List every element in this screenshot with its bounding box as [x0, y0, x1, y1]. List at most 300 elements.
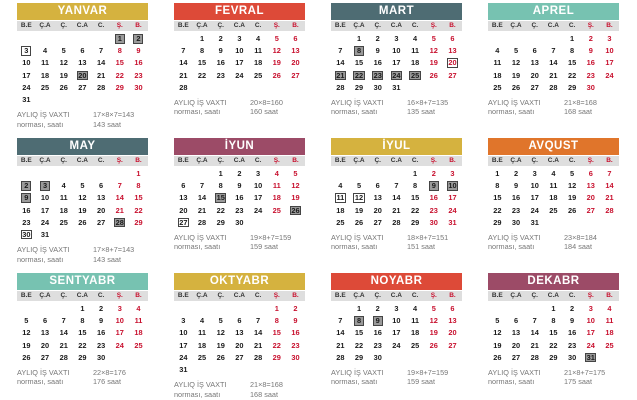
- day-number: 22: [115, 70, 124, 80]
- weekday-label: B.E: [20, 22, 32, 29]
- day-cell: [600, 192, 619, 204]
- empty-cell: [424, 352, 443, 364]
- day-cell: [387, 192, 406, 204]
- day-number: 24: [530, 205, 539, 215]
- work-hours-norm: [331, 233, 462, 252]
- day-number: 4: [136, 304, 141, 313]
- day-cell: [406, 303, 425, 315]
- day-number: 30: [373, 82, 382, 92]
- day-cell: [563, 168, 582, 180]
- day-cell: [350, 327, 369, 339]
- day-number: 14: [179, 58, 188, 68]
- day-cell: [443, 70, 462, 82]
- day-cell: [54, 217, 73, 229]
- day-number: 24: [605, 70, 614, 80]
- empty-cell: [600, 352, 619, 364]
- day-cell: [525, 180, 544, 192]
- day-number: 2: [133, 34, 143, 44]
- day-cell: [443, 33, 462, 45]
- day-cell: [368, 352, 387, 364]
- day-number: 30: [22, 229, 31, 239]
- weekday-label: C.: [97, 22, 105, 29]
- day-number: 3: [117, 304, 122, 313]
- week-row: [17, 205, 148, 217]
- day-cell: [110, 217, 129, 229]
- weeks-grid: [488, 33, 619, 94]
- day-cell: [600, 168, 619, 180]
- day-cell: [507, 217, 526, 229]
- day-cell: [73, 45, 92, 57]
- empty-cell: [600, 82, 619, 94]
- day-number: 12: [567, 181, 577, 191]
- day-cell: [230, 315, 249, 327]
- day-cell: [230, 340, 249, 352]
- day-number: 27: [78, 82, 87, 92]
- weekday-label: B.E: [177, 292, 189, 299]
- day-number: 21: [179, 70, 188, 80]
- day-number: 21: [336, 340, 345, 350]
- day-number: 29: [134, 217, 143, 227]
- day-number: 1: [115, 34, 125, 44]
- week-row: [174, 82, 305, 94]
- day-number: 9: [218, 46, 223, 56]
- week-row: [17, 70, 148, 82]
- work-hours-norm: [174, 380, 305, 399]
- day-cell: [249, 192, 268, 204]
- weekday-header: [488, 156, 619, 166]
- weekday-header: [488, 21, 619, 31]
- weekday-label: Ç.: [374, 157, 381, 164]
- day-cell: [110, 180, 129, 192]
- day-cell: [424, 168, 443, 180]
- day-number: 19: [216, 340, 225, 350]
- day-number: 26: [291, 205, 300, 215]
- day-cell: [544, 45, 563, 57]
- day-number: 20: [78, 70, 87, 80]
- day-number: 26: [493, 352, 502, 362]
- empty-cell: [110, 94, 129, 106]
- day-cell: [424, 45, 443, 57]
- day-cell: [331, 217, 350, 229]
- day-number: 25: [197, 352, 207, 362]
- day-number: 7: [394, 181, 399, 191]
- week-row: [488, 168, 619, 180]
- day-number: 17: [235, 58, 244, 68]
- day-number: 30: [134, 82, 143, 92]
- weekday-label: C.: [568, 22, 576, 29]
- norm-value: 19×8+7=159 159 saat: [250, 232, 292, 252]
- empty-cell: [211, 82, 230, 94]
- day-number: 2: [21, 181, 31, 191]
- day-cell: [406, 45, 425, 57]
- day-cell: [424, 180, 443, 192]
- day-number: 16: [96, 328, 106, 338]
- weekday-label: C.A: [233, 292, 245, 299]
- day-number: 8: [413, 181, 418, 191]
- day-number: 1: [495, 169, 500, 178]
- day-number: 26: [78, 217, 87, 227]
- day-number: 4: [413, 304, 418, 313]
- day-cell: [387, 57, 406, 69]
- month-sentyabr: [17, 273, 148, 387]
- day-cell: [368, 315, 387, 327]
- day-cell: [387, 315, 406, 327]
- day-cell: [211, 192, 230, 204]
- day-cell: [507, 180, 526, 192]
- day-number: 22: [134, 205, 143, 215]
- day-number: 15: [549, 328, 558, 338]
- day-cell: [443, 315, 462, 327]
- day-cell: [193, 205, 212, 217]
- day-number: 19: [493, 340, 502, 350]
- empty-cell: [331, 303, 350, 315]
- day-number: 28: [336, 352, 345, 362]
- month-title: SENTYABR: [17, 273, 148, 290]
- norm-value: 19×8+7=159 159 saat: [407, 367, 449, 387]
- week-row: [17, 33, 148, 45]
- week-row: [17, 303, 148, 315]
- day-number: 3: [181, 316, 186, 326]
- day-number: 25: [336, 217, 345, 227]
- week-row: [488, 192, 619, 204]
- day-cell: [387, 205, 406, 217]
- day-cell: [267, 205, 286, 217]
- day-number: 9: [429, 181, 439, 191]
- day-number: 13: [40, 328, 50, 338]
- day-number: 14: [197, 193, 207, 203]
- day-cell: [350, 33, 369, 45]
- day-cell: [488, 70, 507, 82]
- day-number: 15: [354, 328, 364, 338]
- weekday-header: [174, 21, 305, 31]
- day-number: 31: [40, 229, 50, 239]
- weekday-label: B.: [292, 157, 299, 164]
- day-number: 3: [21, 46, 31, 56]
- day-number: 16: [586, 58, 595, 68]
- day-cell: [581, 70, 600, 82]
- day-number: 19: [291, 193, 300, 203]
- day-cell: [17, 315, 36, 327]
- day-number: 27: [373, 217, 382, 227]
- empty-cell: [17, 33, 36, 45]
- month-may: [17, 138, 148, 264]
- day-cell: [267, 180, 286, 192]
- empty-cell: [230, 303, 249, 315]
- norm-label: AYLIQ İŞ VAXTI norması, saatı: [331, 232, 384, 252]
- day-number: 8: [354, 316, 364, 326]
- day-cell: [110, 82, 129, 94]
- day-number: 23: [291, 340, 300, 350]
- day-cell: [211, 57, 230, 69]
- day-number: 24: [253, 205, 263, 215]
- day-cell: [507, 168, 526, 180]
- norm-label: AYLIQ İŞ VAXTI norması, saatı: [174, 97, 227, 117]
- day-number: 3: [40, 181, 50, 191]
- week-row: [488, 352, 619, 364]
- day-cell: [193, 315, 212, 327]
- month-title: İYUL: [331, 138, 462, 155]
- day-number: 3: [256, 169, 261, 178]
- day-number: 21: [197, 205, 207, 215]
- empty-cell: [387, 168, 406, 180]
- day-number: 5: [80, 181, 85, 191]
- week-row: [17, 352, 148, 364]
- weekday-label: B.E: [334, 292, 346, 299]
- day-number: 1: [356, 304, 362, 313]
- week-row: [331, 303, 462, 315]
- day-number: 1: [570, 34, 575, 43]
- day-cell: [193, 340, 212, 352]
- week-row: [174, 45, 305, 57]
- day-cell: [331, 315, 350, 327]
- norm-label: AYLIQ İŞ VAXTI norması, saatı: [174, 380, 227, 399]
- day-number: 22: [78, 340, 87, 350]
- day-number: 4: [61, 181, 66, 191]
- day-number: 17: [179, 340, 188, 350]
- day-cell: [488, 352, 507, 364]
- empty-cell: [230, 364, 249, 376]
- week-row: [331, 33, 462, 45]
- week-row: [331, 82, 462, 94]
- weekday-label: B.: [292, 292, 299, 299]
- day-number: 15: [134, 193, 143, 203]
- day-number: 7: [532, 316, 537, 326]
- empty-cell: [563, 217, 582, 229]
- day-cell: [368, 303, 387, 315]
- day-number: 21: [115, 205, 124, 215]
- day-number: 23: [586, 70, 595, 80]
- day-number: 25: [272, 205, 281, 215]
- day-cell: [406, 70, 425, 82]
- day-number: 27: [96, 217, 106, 227]
- day-number: 30: [373, 352, 382, 362]
- day-number: 7: [607, 169, 612, 178]
- day-number: 26: [429, 340, 438, 350]
- day-cell: [544, 168, 563, 180]
- weekday-header: [488, 291, 619, 301]
- norm-value: 21×8=168 168 saat: [250, 380, 283, 399]
- day-number: 2: [513, 169, 519, 178]
- day-cell: [368, 82, 387, 94]
- day-cell: [286, 303, 305, 315]
- day-number: 29: [216, 217, 225, 227]
- day-number: 18: [59, 205, 68, 215]
- day-cell: [600, 340, 619, 352]
- day-cell: [331, 352, 350, 364]
- day-number: 25: [493, 82, 502, 92]
- day-number: 6: [532, 46, 537, 56]
- day-number: 2: [218, 34, 223, 43]
- day-cell: [110, 340, 129, 352]
- empty-cell: [54, 229, 73, 241]
- day-cell: [211, 168, 230, 180]
- day-number: 8: [117, 46, 122, 56]
- week-row: [331, 315, 462, 327]
- day-cell: [193, 352, 212, 364]
- day-cell: [174, 352, 193, 364]
- month-title: OKTYABR: [174, 273, 305, 290]
- day-cell: [600, 57, 619, 69]
- day-cell: [249, 180, 268, 192]
- day-cell: [488, 45, 507, 57]
- week-row: [331, 45, 462, 57]
- day-number: 11: [134, 316, 143, 326]
- day-cell: [387, 180, 406, 192]
- work-hours-norm: [17, 110, 148, 129]
- empty-cell: [129, 229, 148, 241]
- day-cell: [600, 33, 619, 45]
- day-cell: [73, 327, 92, 339]
- day-cell: [129, 327, 148, 339]
- day-cell: [249, 33, 268, 45]
- day-number: 17: [605, 58, 614, 68]
- day-number: 18: [410, 328, 420, 338]
- day-cell: [507, 205, 526, 217]
- empty-cell: [193, 82, 212, 94]
- weekday-label: C.: [97, 157, 105, 164]
- day-cell: [331, 205, 350, 217]
- day-number: 6: [42, 316, 48, 326]
- week-row: [174, 364, 305, 376]
- day-cell: [406, 205, 425, 217]
- weekday-label: C.A: [233, 22, 245, 29]
- day-cell: [424, 33, 443, 45]
- week-row: [331, 327, 462, 339]
- weekday-label: Ç.: [60, 157, 67, 164]
- day-number: 13: [179, 193, 188, 203]
- day-number: 10: [586, 316, 595, 326]
- day-number: 27: [530, 82, 539, 92]
- weekday-label: C.: [568, 157, 576, 164]
- day-number: 13: [291, 46, 300, 56]
- day-number: 13: [373, 193, 382, 203]
- day-cell: [563, 33, 582, 45]
- day-cell: [249, 315, 268, 327]
- day-cell: [525, 82, 544, 94]
- day-number: 29: [78, 352, 87, 362]
- day-cell: [92, 192, 111, 204]
- day-cell: [488, 340, 507, 352]
- week-row: [331, 352, 462, 364]
- weekday-label: Ç.: [217, 22, 224, 29]
- week-row: [174, 340, 305, 352]
- month-title: İYUN: [174, 138, 305, 155]
- day-cell: [387, 45, 406, 57]
- day-cell: [350, 180, 369, 192]
- empty-cell: [525, 33, 544, 45]
- weekday-label: B.E: [177, 22, 189, 29]
- day-number: 24: [22, 82, 31, 92]
- day-number: 19: [567, 193, 577, 203]
- day-cell: [563, 340, 582, 352]
- day-cell: [129, 180, 148, 192]
- day-cell: [92, 45, 111, 57]
- day-number: 21: [605, 193, 614, 203]
- norm-value: 21×8+7=175 175 saat: [564, 367, 606, 387]
- day-number: 27: [511, 352, 521, 362]
- day-number: 12: [22, 328, 31, 338]
- day-number: 9: [373, 316, 383, 326]
- day-number: 10: [392, 46, 401, 56]
- day-cell: [211, 70, 230, 82]
- day-cell: [286, 315, 305, 327]
- weekday-header: [17, 156, 148, 166]
- day-number: 10: [235, 46, 244, 56]
- weekday-label: Ş.: [430, 157, 437, 164]
- day-number: 28: [197, 217, 207, 227]
- day-cell: [525, 217, 544, 229]
- empty-cell: [54, 94, 73, 106]
- day-cell: [110, 192, 129, 204]
- day-cell: [230, 192, 249, 204]
- day-cell: [563, 45, 582, 57]
- norm-value: 17×8×7=143 143 saat: [93, 110, 135, 129]
- day-cell: [230, 352, 249, 364]
- day-cell: [174, 70, 193, 82]
- day-number: 11: [41, 58, 49, 68]
- day-cell: [600, 315, 619, 327]
- day-number: 13: [448, 316, 457, 326]
- day-number: 15: [567, 58, 577, 68]
- empty-cell: [525, 303, 544, 315]
- week-row: [174, 180, 305, 192]
- day-cell: [600, 45, 619, 57]
- day-cell: [129, 70, 148, 82]
- empty-cell: [581, 217, 600, 229]
- day-number: 23: [511, 205, 521, 215]
- empty-cell: [249, 217, 268, 229]
- day-cell: [507, 45, 526, 57]
- empty-cell: [544, 33, 563, 45]
- week-row: [174, 192, 305, 204]
- day-cell: [92, 217, 111, 229]
- week-row: [17, 340, 148, 352]
- day-cell: [249, 70, 268, 82]
- day-cell: [73, 205, 92, 217]
- day-cell: [368, 340, 387, 352]
- weekday-label: Ş.: [273, 22, 280, 29]
- empty-cell: [92, 229, 111, 241]
- empty-cell: [249, 303, 268, 315]
- day-number: 21: [253, 340, 263, 350]
- week-row: [488, 180, 619, 192]
- day-cell: [525, 192, 544, 204]
- weeks-grid: [488, 168, 619, 229]
- day-cell: [387, 33, 406, 45]
- day-number: 8: [218, 181, 223, 191]
- day-cell: [17, 352, 36, 364]
- weekday-label: Ç.: [374, 292, 381, 299]
- day-number: 3: [394, 34, 399, 43]
- day-number: 4: [551, 169, 556, 178]
- day-cell: [230, 45, 249, 57]
- day-number: 20: [530, 70, 539, 80]
- day-cell: [211, 340, 230, 352]
- day-cell: [73, 180, 92, 192]
- empty-cell: [488, 33, 507, 45]
- weekday-label: B.: [135, 22, 142, 29]
- day-cell: [92, 82, 111, 94]
- empty-cell: [211, 303, 230, 315]
- day-number: 6: [181, 181, 186, 191]
- day-number: 30: [235, 217, 244, 227]
- norm-label: AYLIQ İŞ VAXTI norması, saatı: [174, 232, 227, 252]
- norm-label: AYLIQ İŞ VAXTI norması, saatı: [331, 97, 384, 117]
- day-cell: [36, 340, 55, 352]
- day-cell: [249, 352, 268, 364]
- empty-cell: [286, 364, 305, 376]
- day-cell: [73, 57, 92, 69]
